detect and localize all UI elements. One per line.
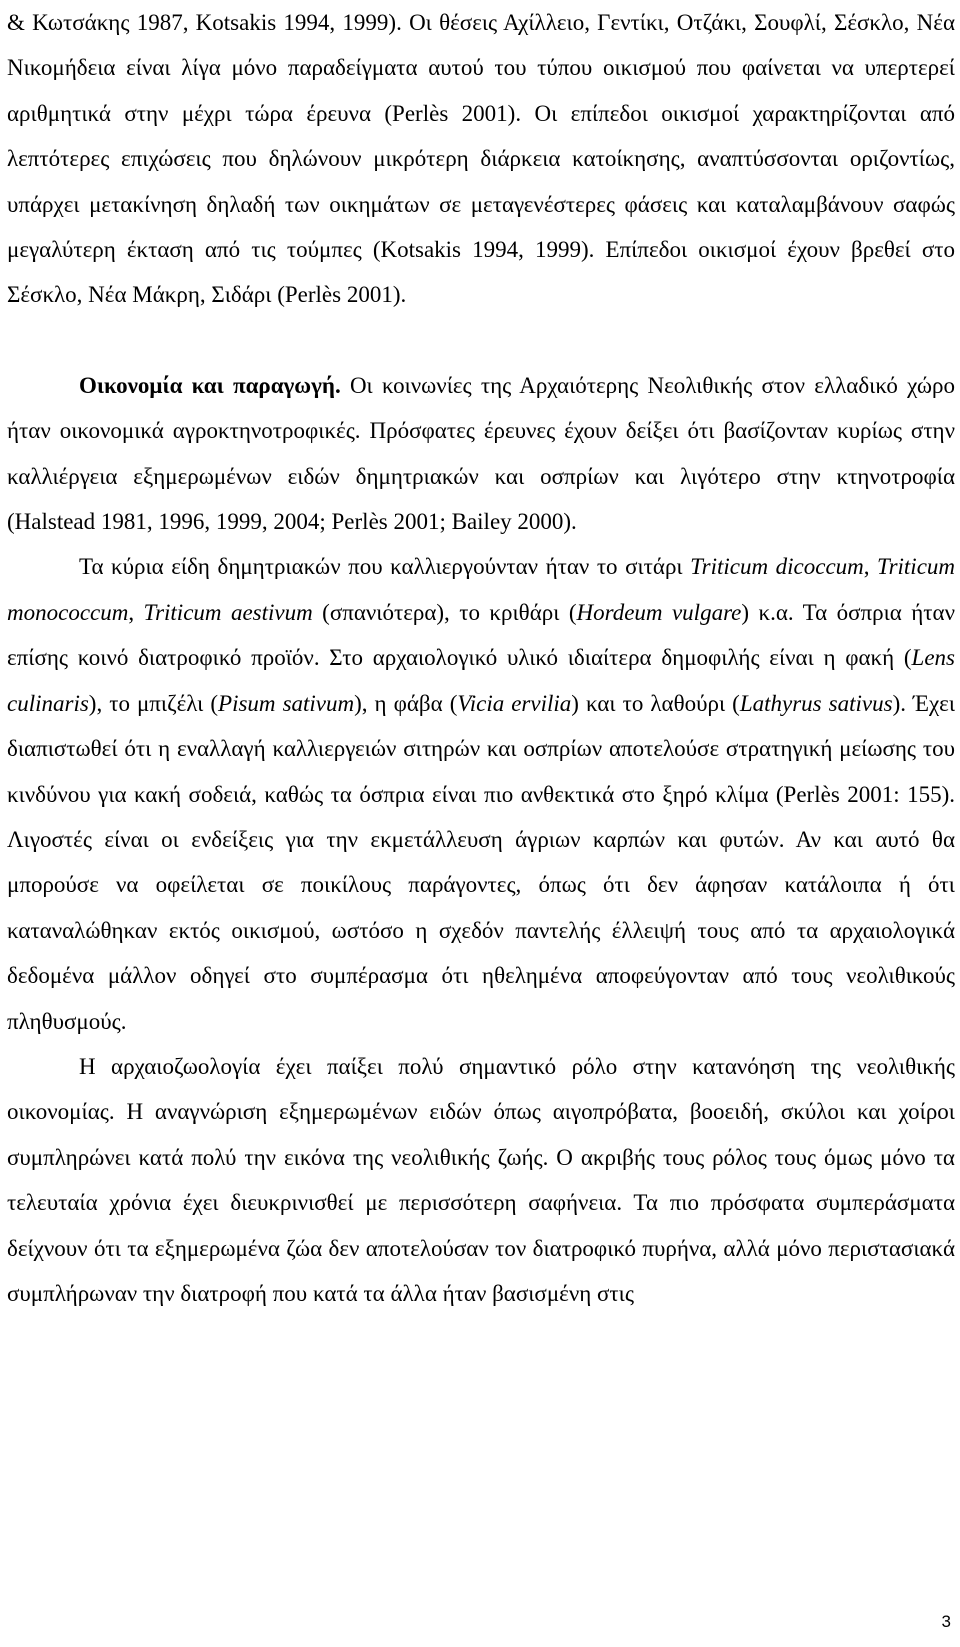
- paragraph-economy-text: Οι κοινωνίες της Αρχαιότερης Νεολιθικής στον ελλαδικό χώρο ήταν οικονομικά αγροκτηνοτροφικές. Πρόσφατες έρευνες έχουν δείξει ότι βασίζονταν κυρίως στην καλλιέργεια εξημερωμένων ειδών δημητριακών και οσπρίων και λιγότερο στην κτηνοτροφία (Halstead 1981, 1996, 1999, 2004; Perlès 2001; Bailey 2000).: [7, 372, 955, 535]
- text-run: ) κ.α. Τα όσπρια ήταν επίσης κοινό διατροφικό προϊόν. Στο αρχαιολογικό υλικό ιδιαίτερα δημοφιλής είναι η φακή (: [7, 599, 955, 671]
- page-number: 3: [941, 1612, 951, 1631]
- document-page: [7, 0, 955, 1316]
- text-run: ,: [128, 599, 144, 625]
- species-name: Hordeum vulgare: [576, 599, 742, 625]
- text-run: ), η φάβα (: [354, 690, 458, 716]
- paragraph-archaeozoology: Η αρχαιοζωολογία έχει παίξει πολύ σημαντικό ρόλο στην κατανόηση της νεολιθικής οικονομίας. Η αναγνώριση εξημερωμένων ειδών όπως αιγοπρόβατα, βοοειδή, σκύλοι και χοίροι συμπληρώνει κατά πολύ την εικόνα της νεολιθικής ζωής. Ο ακριβής τους ρόλος τους όμως μόνο τα τελευταία χρόνια έχει διευκρινισθεί με περισσότερη σαφήνεια. Τα πιο πρόσφατα συμπεράσματα δείχνουν ότι τα εξημερωμένα ζώα δεν αποτελούσαν τον διατροφικό πυρήνα, αλλά μόνο περιστασιακά συμπλήρωναν την διατροφή που κατά τα άλλα ήταν βασισμένη στις: [7, 1053, 955, 1306]
- species-name: Vicia ervilia: [457, 690, 572, 716]
- species-name: Triticum aestivum: [143, 599, 313, 625]
- paragraph-settlement-types: & Κωτσάκης 1987, Kotsakis 1994, 1999). Οι θέσεις Αχίλλειο, Γεντίκι, Οτζάκι, Σουφλί, Σέσκλο, Νέα Νικομήδεια είναι λίγα μόνο παραδείγματα αυτού του τύπου οικισμού που φαίνεται να υπερτερεί αριθμητικά στην μέχρι τώρα έρευνα (Perlès 2001). Οι επίπεδοι οικισμοί χαρακτηρίζονται από λεπτότερες επιχώσεις που δηλώνουν μικρότερη διάρκεια κατοίκησης, αναπτύσσονται οριζοντίως, υπάρχει μετακίνηση δηλαδή των οικημάτων σε μεταγενέστερες φάσεις και καταλαμβάνουν σαφώς μεγαλύτερη έκταση από τις τούμπες (Kotsakis 1994, 1999). Επίπεδοι οικισμοί έχουν βρεθεί στο Σέσκλο, Νέα Μάκρη, Σιδάρι (Perlès 2001).: [7, 10, 955, 308]
- text-run: (σπανιότερα), το κριθάρι (: [312, 599, 577, 625]
- text-run: ), το μπιζέλι (: [88, 690, 219, 716]
- text-run: ,: [863, 554, 878, 580]
- species-name: Triticum dicoccum: [690, 554, 864, 580]
- species-name: Pisum sativum: [218, 690, 355, 716]
- species-name: Lens culinaris: [7, 645, 955, 716]
- species-name: Lathyrus sativus: [739, 690, 893, 716]
- section-heading-economy: Οικονομία και παραγωγή.: [79, 372, 341, 398]
- species-name: Triticum monococcum: [7, 554, 956, 625]
- paragraph-cereals-legumes: [7, 544, 955, 1043]
- paragraph-economy: [7, 363, 955, 545]
- text-run: ). Έχει διαπιστωθεί ότι η εναλλαγή καλλιεργειών σιτηρών και οσπρίων αποτελούσε στρατηγική μείωσης του κινδύνου για κακή σοδειά, καθώς τα όσπρια είναι πιο ανθεκτικά στο ξηρό κλίμα (Perlès 2001: 155). Λιγοστές είναι οι ενδείξεις για την εκμετάλλευση άγριων καρπών και φυτών. Αν και αυτό θα μπορούσε να οφείλεται σε ποικίλους παράγοντες, όπως ότι δεν άφησαν κατάλοιπα ή ότι καταναλώθηκαν εκτός οικισμού, ωστόσο η σχεδόν παντελής έλλειψή τους από τα αρχαιολογικά δεδομένα μάλλον οδηγεί στο συμπέρασμα ότι ηθελημένα αποφεύγονταν από τους νεολιθικούς πληθυσμούς.: [7, 690, 956, 1034]
- text-run: Τα κύρια είδη δημητριακών που καλλιεργούνταν ήταν το σιτάρι: [79, 554, 691, 580]
- text-run: ) και το λαθούρι (: [571, 690, 740, 716]
